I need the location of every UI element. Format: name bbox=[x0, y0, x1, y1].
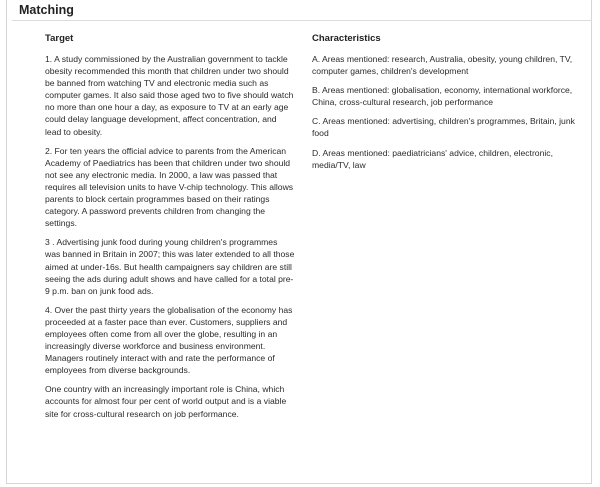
target-header: Target bbox=[45, 33, 74, 44]
characteristics-header: Characteristics bbox=[312, 33, 381, 44]
characteristic-c: C. Areas mentioned: advertising, children's programmes, Britain, junk food bbox=[312, 116, 575, 139]
target-column bbox=[45, 33, 295, 427]
characteristics-column bbox=[312, 33, 587, 178]
title-divider bbox=[12, 20, 592, 21]
characteristic-d: D. Areas mentioned: paediatricians' advice, children, electronic, media/TV, law bbox=[312, 147, 553, 170]
target-paragraph-4: 4. Over the past thirty years the globalisation of the economy has proceeded at a faster pace than ever. Customers, suppliers and employees often come from all over the globe, resulting in an increasingly diverse workforce and business environment. Managers routinely interact with and rate the performance of employees from diverse backgrounds. bbox=[45, 304, 293, 376]
target-paragraph-1: 1. A study commissioned by the Australian government to tackle obesity recommended this month that children under two should be banned from watching TV and electronic media such as computer games. It also said those aged two to five should watch no more than one hour a day, as exposure to TV at an early age could delay language development, affect concentration, and lead to obesity. bbox=[45, 54, 294, 137]
characteristic-a: A. Areas mentioned: research, Australia, obesity, young children, TV, computer games, children's development bbox=[312, 54, 573, 77]
page-title: Matching bbox=[19, 3, 74, 17]
target-paragraph-5: One country with an increasingly important role is China, which accounts for almost four per cent of world output and is a viable site for cross-cultural research on job performance. bbox=[45, 384, 287, 419]
characteristic-b: B. Areas mentioned: globalisation, economy, international workforce, China, cross-cultural research, job performance bbox=[312, 85, 573, 108]
target-paragraph-2: 2. For ten years the official advice to parents from the American Academy of Paediatrics has been that children under two should not see any electronic media. In 2000, a law was passed that requires all television units to have V-chip technology. This allows parents to block certain programmes based on their ratings category. A password prevents children from changing the settings. bbox=[45, 145, 294, 229]
target-paragraph-3: 3 . Advertising junk food during young children's programmes was banned in Britain in 2007; this was later extended to all those aimed at under-16s. But health campaigners say children are still seeing the ads during adult shows and have called for a total pre-9 p.m. ban on junk food ads. bbox=[45, 237, 295, 296]
